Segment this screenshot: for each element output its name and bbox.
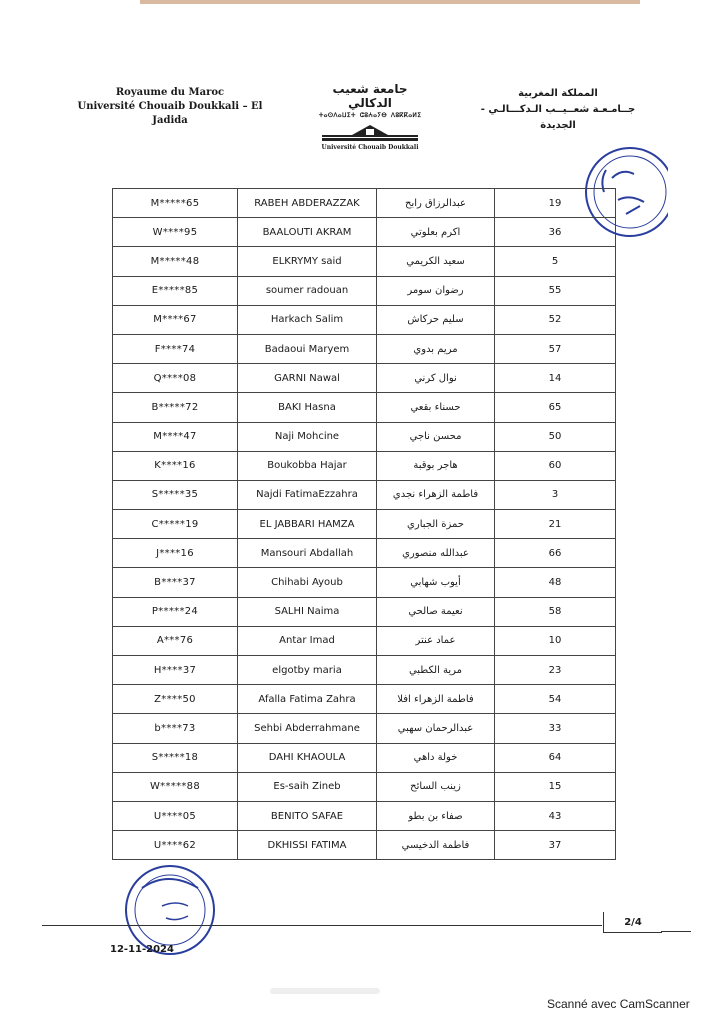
student-name-arabic-cell: صفاء بن بطو [377,801,495,830]
students-table [112,188,616,860]
table-row [113,626,616,655]
student-name-arabic-cell: عبدالله منصوري [377,539,495,568]
student-name-latin-cell: BAKI Hasna [238,393,377,422]
student-number-cell: 14 [495,364,616,393]
student-name-arabic-cell: نعيمة صالحي [377,597,495,626]
student-name-latin-cell: Badaoui Maryem [238,334,377,363]
student-id-cell: J****16 [113,539,238,568]
student-name-latin-cell: Es-saih Zineb [238,772,377,801]
table-row [113,334,616,363]
student-id-cell: S*****18 [113,743,238,772]
student-name-latin-cell: BENITO SAFAE [238,801,377,830]
student-name-arabic-cell: نوال كرني [377,364,495,393]
header-left-university: Université Chouaib Doukkali – El Jadida [77,101,263,126]
student-number-cell: 5 [495,247,616,276]
student-id-cell: W*****88 [113,772,238,801]
student-name-arabic-cell: حمزة الجباري [377,510,495,539]
header-right-university: جــامـعـة شعــيــب الـدكـــالـي - الجديدة [480,104,636,131]
table-row [113,451,616,480]
table-row [113,510,616,539]
student-name-latin-cell: Harkach Salim [238,305,377,334]
header-left-country: Royaume du Maroc [115,87,225,98]
table-row [113,393,616,422]
student-id-cell: W****95 [113,218,238,247]
student-name-arabic-cell: مرية الكطبي [377,656,495,685]
student-name-latin-cell: BAALOUTI AKRAM [238,218,377,247]
student-name-arabic-cell: هاجر بوقبة [377,451,495,480]
student-id-cell: S*****35 [113,480,238,509]
table-row [113,656,616,685]
student-number-cell: 65 [495,393,616,422]
university-stamp-icon [122,862,222,956]
student-name-latin-cell: Afalla Fatima Zahra [238,685,377,714]
student-name-arabic-cell: عبدالرزاق رابح [377,189,495,218]
student-number-cell: 58 [495,597,616,626]
student-number-cell: 60 [495,451,616,480]
table-row [113,831,616,860]
student-name-arabic-cell: مريم بدوي [377,334,495,363]
student-number-cell: 3 [495,480,616,509]
student-id-cell: B****37 [113,568,238,597]
student-name-latin-cell: Mansouri Abdallah [238,539,377,568]
student-name-arabic-cell: خولة داهي [377,743,495,772]
student-name-latin-cell: Chihabi Ayoub [238,568,377,597]
student-id-cell: M****47 [113,422,238,451]
student-name-arabic-cell: رضوان سومر [377,276,495,305]
university-logo-icon [322,123,418,143]
student-id-cell: b****73 [113,714,238,743]
student-id-cell: P*****24 [113,597,238,626]
student-name-arabic-cell: أيوب شهابي [377,568,495,597]
header-right [480,86,636,134]
table-row [113,276,616,305]
student-number-cell: 36 [495,218,616,247]
student-name-arabic-cell: فاطمة الزهراء نجدي [377,480,495,509]
student-number-cell: 48 [495,568,616,597]
table-row [113,364,616,393]
student-name-latin-cell: DAHI KHAOULA [238,743,377,772]
table-row [113,539,616,568]
header-right-country: المملكة المغربية [518,88,598,99]
student-name-latin-cell: Antar Imad [238,626,377,655]
student-id-cell: M****67 [113,305,238,334]
table-row [113,305,616,334]
student-name-arabic-cell: عماد عنتر [377,626,495,655]
student-number-cell: 50 [495,422,616,451]
student-name-latin-cell: Boukobba Hajar [238,451,377,480]
student-name-arabic-cell: سعيد الكريمي [377,247,495,276]
table-row [113,685,616,714]
header-center-arabic: جامعة شعيب الدكالي [332,82,408,110]
header-logo-block [318,82,422,151]
student-name-arabic-cell: محسن ناجي [377,422,495,451]
scanner-watermark: Scanné avec CamScanner [547,997,690,1011]
header-center-tifinagh: ⵜⴰⵙⴷⴰⵡⵉⵜ ⵛⵓⵄⴰⵢⴱ ⴷⵓⴽⴽⴰⵍⵉ [318,112,422,119]
table-row [113,422,616,451]
student-id-cell: Z****50 [113,685,238,714]
student-name-latin-cell: ELKRYMY said [238,247,377,276]
footer-divider [42,925,602,926]
student-id-cell: M*****65 [113,189,238,218]
student-id-cell: B*****72 [113,393,238,422]
student-name-latin-cell: GARNI Nawal [238,364,377,393]
student-id-cell: K****16 [113,451,238,480]
student-id-cell: C*****19 [113,510,238,539]
student-name-latin-cell: EL JABBARI HAMZA [238,510,377,539]
student-number-cell: 55 [495,276,616,305]
student-id-cell: M*****48 [113,247,238,276]
student-id-cell: A***76 [113,626,238,655]
student-name-latin-cell: RABEH ABDERAZZAK [238,189,377,218]
student-number-cell: 54 [495,685,616,714]
student-number-cell: 15 [495,772,616,801]
student-number-cell: 57 [495,334,616,363]
footer-divider-tail [661,931,691,932]
document-date: 12-11-2024 [110,944,174,955]
student-id-cell: F****74 [113,334,238,363]
table-row [113,597,616,626]
student-name-latin-cell: Najdi FatimaEzzahra [238,480,377,509]
scan-edge-strip [140,0,640,4]
student-name-latin-cell: Sehbi Abderrahmane [238,714,377,743]
student-name-arabic-cell: زينب السائح [377,772,495,801]
student-number-cell: 33 [495,714,616,743]
student-name-arabic-cell: فاطمة الدخيسي [377,831,495,860]
table-row [113,218,616,247]
table-row [113,714,616,743]
student-name-latin-cell: soumer radouan [238,276,377,305]
student-id-cell: Q****08 [113,364,238,393]
student-name-arabic-cell: فاطمة الزهراء افلا [377,685,495,714]
student-name-latin-cell: SALHI Naima [238,597,377,626]
header-center-name: Université Chouaib Doukkali [321,144,419,151]
student-id-cell: U****05 [113,801,238,830]
student-name-arabic-cell: عبدالرحمان سهبي [377,714,495,743]
student-name-arabic-cell: حسناء بقعي [377,393,495,422]
student-number-cell: 64 [495,743,616,772]
student-name-latin-cell: DKHISSI FATIMA [238,831,377,860]
student-name-arabic-cell: اكرم بعلوتي [377,218,495,247]
table-row [113,743,616,772]
table-row [113,247,616,276]
page-number: 2/4 [603,912,662,933]
table-row [113,772,616,801]
student-number-cell: 10 [495,626,616,655]
student-number-cell: 21 [495,510,616,539]
student-name-latin-cell: Naji Mohcine [238,422,377,451]
student-number-cell: 66 [495,539,616,568]
table-row [113,801,616,830]
table-row [113,189,616,218]
student-id-cell: H****37 [113,656,238,685]
student-id-cell: U****62 [113,831,238,860]
scan-smudge [270,988,380,994]
student-number-cell: 23 [495,656,616,685]
student-number-cell: 19 [495,189,616,218]
table-row [113,568,616,597]
student-id-cell: E*****85 [113,276,238,305]
student-number-cell: 37 [495,831,616,860]
student-number-cell: 43 [495,801,616,830]
student-name-arabic-cell: سليم حركاش [377,305,495,334]
header-left [70,86,270,128]
table-row [113,480,616,509]
student-number-cell: 52 [495,305,616,334]
student-name-latin-cell: elgotby maria [238,656,377,685]
